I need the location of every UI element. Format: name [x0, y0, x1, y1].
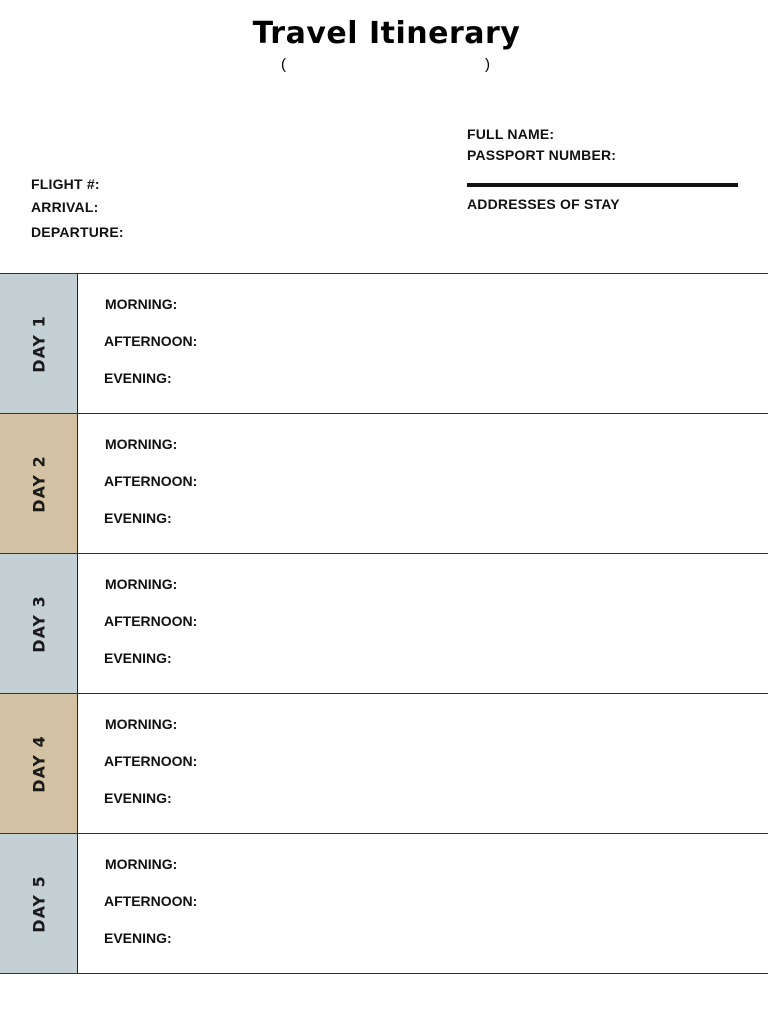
day-tab: [0, 274, 78, 413]
afternoon-label: AFTERNOON:: [104, 753, 198, 769]
day-label: DAY 5: [29, 874, 48, 933]
evening-label: EVENING:: [104, 790, 172, 806]
day-schedule: [0, 273, 768, 974]
day-label: DAY 4: [29, 734, 48, 793]
morning-label: MORNING:: [105, 716, 178, 732]
arrival-label: ARRIVAL:: [31, 199, 99, 215]
flight-number-label: FLIGHT #:: [31, 176, 100, 192]
morning-label: MORNING:: [105, 296, 178, 312]
afternoon-label: AFTERNOON:: [104, 893, 198, 909]
divider-line: [467, 183, 738, 187]
page-title: Travel Itinerary: [252, 16, 521, 51]
day-label: DAY 3: [29, 594, 48, 653]
evening-label: EVENING:: [104, 510, 172, 526]
afternoon-label: AFTERNOON:: [104, 473, 198, 489]
addresses-of-stay-label: ADDRESSES OF STAY: [467, 196, 620, 212]
evening-label: EVENING:: [104, 650, 172, 666]
morning-label: MORNING:: [105, 576, 178, 592]
day-row: [0, 273, 768, 413]
day-row: [0, 833, 768, 974]
evening-label: EVENING:: [104, 930, 172, 946]
day-tab: [0, 694, 78, 833]
morning-label: MORNING:: [105, 856, 178, 872]
day-row: [0, 553, 768, 693]
full-name-label: FULL NAME:: [467, 126, 555, 142]
day-tab: [0, 554, 78, 693]
day-tab: [0, 834, 78, 973]
morning-label: MORNING:: [105, 436, 178, 452]
day-row: [0, 693, 768, 833]
destination-placeholder[interactable]: [0, 56, 768, 76]
day-label: DAY 1: [29, 314, 48, 373]
passport-number-label: PASSPORT NUMBER:: [467, 147, 617, 163]
afternoon-label: AFTERNOON:: [104, 333, 198, 349]
day-row: [0, 413, 768, 553]
afternoon-label: AFTERNOON:: [104, 613, 198, 629]
day-label: DAY 2: [29, 454, 48, 513]
day-tab: [0, 414, 78, 553]
evening-label: EVENING:: [104, 370, 172, 386]
departure-label: DEPARTURE:: [31, 224, 124, 240]
paren-open: (: [281, 56, 286, 73]
paren-close: ): [485, 56, 490, 73]
